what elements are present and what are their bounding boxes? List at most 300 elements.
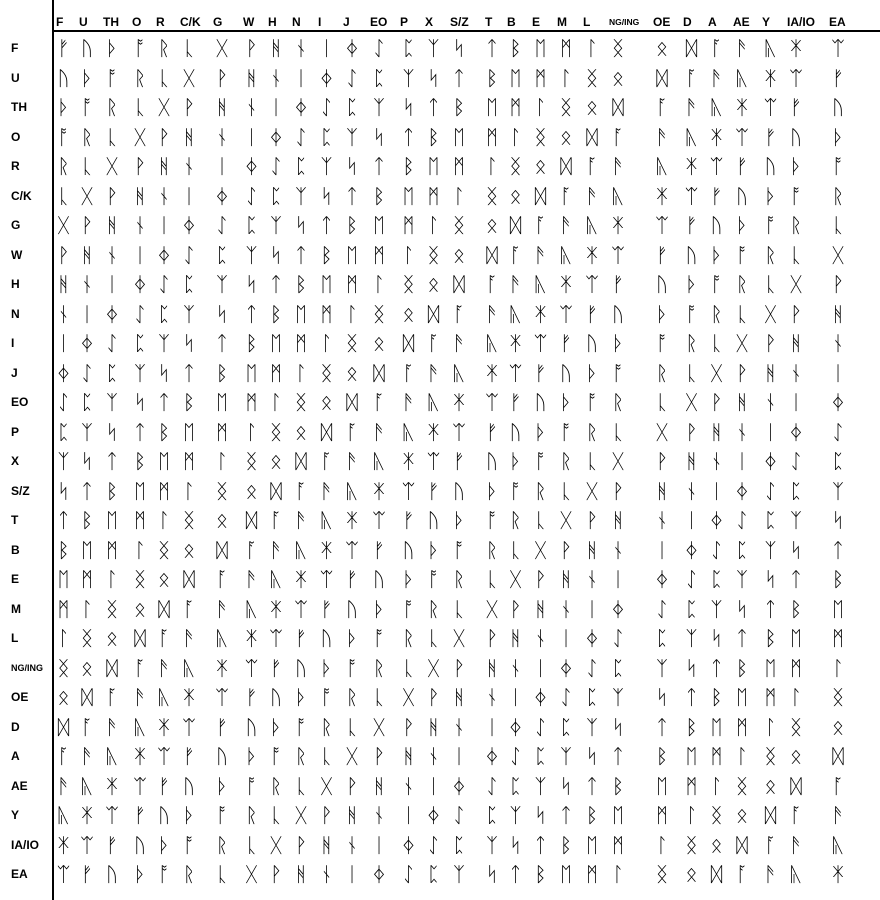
rune-cell: ᛠ: [295, 596, 307, 621]
rune-cell: ᚪ: [453, 301, 465, 326]
rune-cell: ᛄ: [245, 154, 258, 178]
rune-cell: ᛡ: [270, 596, 282, 621]
rune-cell: ᛏ: [685, 685, 698, 709]
rune-cell: ᚩ: [106, 65, 118, 90]
rune-cell: ᚷ: [295, 803, 307, 827]
rune-cell: ᛈ: [509, 773, 522, 798]
rune-cell: ᚢ: [295, 655, 307, 680]
row-header: NG/ING: [11, 662, 44, 673]
rune-cell: ᛚ: [158, 508, 170, 532]
rune-cell: ᛁ: [216, 154, 228, 178]
rune-cell: ᚱ: [509, 508, 522, 532]
rune-cell: ᚣ: [245, 596, 258, 621]
rune-cell: ᚪ: [736, 862, 748, 886]
rune-cell: ᛚ: [216, 449, 228, 473]
rune-cell: ᛟ: [560, 124, 572, 149]
rune-cell: ᛁ: [402, 803, 415, 827]
rune-cell: ᚣ: [270, 567, 282, 591]
rune-cell: ᛚ: [656, 832, 668, 857]
rune-cell: ᚦ: [57, 95, 70, 119]
rune-cell: ᛞ: [81, 685, 93, 709]
rune-cell: ᛠ: [486, 390, 498, 414]
rune-cell: ᛈ: [685, 596, 698, 621]
rune-cell: ᚹ: [453, 655, 465, 680]
rune-cell: ᛁ: [586, 596, 598, 621]
rune-cell: ᚳ: [486, 567, 498, 591]
rune-cell: ᚣ: [453, 360, 465, 385]
rune-cell: ᚳ: [81, 154, 93, 178]
rune-cell: ᚳ: [134, 95, 146, 119]
rune-cell: ᛈ: [560, 714, 572, 739]
rune-cell: ᚾ: [295, 36, 307, 60]
rune-cell: ᛁ: [710, 478, 723, 503]
rune-cell: ᚪ: [534, 213, 547, 237]
rune-cell: ᛋ: [270, 242, 282, 267]
rune-cell: ᚳ: [612, 419, 624, 444]
rune-cell: ᛚ: [427, 213, 440, 237]
rune-cell: ᛄ: [534, 685, 547, 709]
rune-cell: ᛋ: [486, 862, 498, 886]
rune-cell: ᛟ: [158, 567, 170, 591]
rune-cell: ᚠ: [270, 655, 282, 680]
rune-cell: ᚫ: [560, 213, 572, 237]
rune-cell: ᛚ: [832, 655, 844, 680]
rune-cell: ᛇ: [685, 567, 698, 591]
rune-cell: ᛉ: [736, 567, 748, 591]
rune-cell: ᛖ: [560, 862, 572, 886]
rune-cell: ᚢ: [402, 537, 415, 562]
rune-cell: ᛟ: [656, 36, 668, 60]
rune-cell: ᛟ: [486, 213, 498, 237]
column-header: TH: [103, 15, 119, 29]
rune-cell: ᛟ: [373, 331, 385, 355]
rune-cell: ᛖ: [790, 626, 802, 650]
rune-cell: ᛝ: [320, 360, 333, 385]
rune-cell: ᚫ: [134, 685, 146, 709]
rune-cell: ᛄ: [346, 36, 358, 60]
rune-cell: ᚢ: [612, 301, 624, 326]
rune-cell: ᛋ: [790, 537, 802, 562]
rune-cell: ᚳ: [270, 803, 282, 827]
rune-cell: ᛖ: [158, 449, 170, 473]
rune-cell: ᛝ: [509, 154, 522, 178]
rune-cell: ᚹ: [57, 242, 70, 267]
rune-cell: ᚷ: [710, 360, 723, 385]
row-header: D: [11, 719, 20, 734]
rune-cell: ᛒ: [790, 596, 802, 621]
rune-cell: ᛝ: [427, 242, 440, 267]
rune-cell: ᚾ: [764, 390, 777, 414]
rune-cell: ᚩ: [509, 478, 522, 503]
rune-cell: ᛇ: [764, 478, 777, 503]
rune-cell: ᚠ: [736, 154, 748, 178]
rune-cell: ᚦ: [764, 183, 777, 208]
rune-cell: ᛡ: [453, 390, 465, 414]
rune-cell: ᚢ: [106, 862, 118, 886]
column-header: D: [683, 15, 692, 29]
rune-cell: ᚫ: [685, 95, 698, 119]
rune-cell: ᚾ: [183, 154, 195, 178]
rune-cell: ᛚ: [106, 567, 118, 591]
rune-cell: ᛏ: [453, 65, 465, 90]
rune-cell: ᛡ: [560, 272, 572, 296]
rune-cell: ᚱ: [134, 65, 146, 90]
rune-cell: ᛇ: [790, 449, 802, 473]
rune-cell: ᚻ: [346, 803, 358, 827]
rune-cell: ᚢ: [270, 685, 282, 709]
rune-cell: ᚹ: [402, 714, 415, 739]
rune-cell: ᚹ: [710, 390, 723, 414]
rune-cell: ᚢ: [486, 449, 498, 473]
column-header: C/K: [180, 15, 201, 29]
rune-cell: ᚦ: [560, 390, 572, 414]
rune-cell: ᛗ: [373, 242, 385, 267]
rune-cell: ᛚ: [134, 537, 146, 562]
column-header: W: [243, 15, 255, 29]
rune-cell: ᛋ: [158, 360, 170, 385]
rune-cell: ᛁ: [245, 124, 258, 149]
rune-cell: ᚫ: [612, 154, 624, 178]
rune-cell: ᚣ: [183, 655, 195, 680]
column-header: B: [507, 15, 516, 29]
rune-cell: ᚷ: [832, 242, 844, 267]
rune-cell: ᛗ: [586, 862, 598, 886]
rune-cell: ᚳ: [832, 213, 844, 237]
rune-cell: ᚳ: [736, 301, 748, 326]
rune-cell: ᛞ: [106, 655, 118, 680]
rune-cell: ᛁ: [320, 36, 333, 60]
rune-cell: ᚪ: [656, 95, 668, 119]
rune-cell: ᛟ: [320, 390, 333, 414]
rune-cell: ᛝ: [245, 449, 258, 473]
rune-cell: ᛠ: [612, 242, 624, 267]
rune-cell: ᚾ: [832, 331, 844, 355]
row-header: AE: [11, 778, 28, 793]
rune-cell: ᛈ: [736, 537, 748, 562]
rune-cell: ᚹ: [612, 478, 624, 503]
rune-cell: ᛈ: [134, 331, 146, 355]
rune-cell: ᛖ: [373, 213, 385, 237]
rune-cell: ᛟ: [57, 685, 70, 709]
rune-cell: ᚷ: [736, 331, 748, 355]
rune-cell: ᛗ: [685, 773, 698, 798]
rune-cell: ᛡ: [402, 449, 415, 473]
rune-cell: ᛞ: [134, 626, 146, 650]
rune-cell: ᛏ: [346, 183, 358, 208]
rune-cell: ᚷ: [764, 301, 777, 326]
rune-cell: ᛄ: [216, 183, 228, 208]
rune-cell: ᛇ: [560, 685, 572, 709]
rune-cell: ᛡ: [486, 360, 498, 385]
rune-cell: ᛋ: [427, 65, 440, 90]
rune-cell: ᛈ: [57, 419, 70, 444]
rune-cell: ᛡ: [134, 744, 146, 768]
rune-cell: ᛄ: [453, 773, 465, 798]
rune-cell: ᛒ: [106, 478, 118, 503]
rune-cell: ᛝ: [612, 36, 624, 60]
rune-cell: ᛗ: [106, 537, 118, 562]
rune-cell: ᛉ: [216, 272, 228, 296]
rune-cell: ᛠ: [81, 832, 93, 857]
rune-cell: ᚦ: [216, 773, 228, 798]
row-header: I: [11, 336, 15, 350]
rune-cell: ᚦ: [134, 862, 146, 886]
rune-cell: ᛖ: [832, 596, 844, 621]
rune-cell: ᛞ: [427, 301, 440, 326]
rune-cell: ᚪ: [710, 36, 723, 60]
rune-cell: ᛚ: [509, 124, 522, 149]
rune-cell: ᛝ: [764, 744, 777, 768]
rune-cell: ᚣ: [736, 65, 748, 90]
rune-cell: ᛄ: [402, 832, 415, 857]
rune-cell: ᛖ: [270, 331, 282, 355]
rune-cell: ᛋ: [612, 714, 624, 739]
rune-cell: ᛈ: [346, 95, 358, 119]
rune-cell: ᛒ: [509, 36, 522, 60]
rune-cell: ᛁ: [427, 773, 440, 798]
rune-cell: ᚷ: [320, 773, 333, 798]
rune-cell: ᛏ: [764, 596, 777, 621]
rune-cell: ᚪ: [586, 154, 598, 178]
rune-cell: ᛉ: [509, 803, 522, 827]
rune-cell: ᛋ: [320, 183, 333, 208]
rune-cell: ᛡ: [534, 301, 547, 326]
rune-cell: ᛄ: [790, 419, 802, 444]
rune-cell: ᛗ: [57, 596, 70, 621]
rune-cell: ᚱ: [320, 714, 333, 739]
rune-cell: ᛏ: [790, 567, 802, 591]
rune-cell: ᛡ: [106, 773, 118, 798]
rune-cell: ᚢ: [57, 65, 70, 90]
rune-cell: ᚠ: [183, 744, 195, 768]
rune-cell: ᚦ: [685, 272, 698, 296]
rune-cell: ᛟ: [612, 65, 624, 90]
rune-cell: ᚷ: [106, 154, 118, 178]
rune-cell: ᛚ: [486, 154, 498, 178]
rune-cell: ᚱ: [453, 567, 465, 591]
rune-cell: ᚦ: [270, 714, 282, 739]
rune-cell: ᛋ: [509, 832, 522, 857]
rune-cell: ᚣ: [346, 478, 358, 503]
rune-cell: ᚻ: [560, 567, 572, 591]
rune-cell: ᛒ: [764, 626, 777, 650]
rune-cell: ᛠ: [106, 803, 118, 827]
rune-cell: ᚫ: [270, 537, 282, 562]
rune-cell: ᛡ: [710, 124, 723, 149]
rune-cell: ᛗ: [134, 508, 146, 532]
rune-cell: ᛒ: [534, 862, 547, 886]
rune-cell: ᛉ: [270, 213, 282, 237]
rune-cell: ᛇ: [534, 714, 547, 739]
rune-cell: ᛇ: [270, 154, 282, 178]
rune-cell: ᛇ: [346, 65, 358, 90]
rune-cell: ᛡ: [57, 832, 70, 857]
rune-cell: ᚳ: [656, 390, 668, 414]
rune-cell: ᚫ: [586, 183, 598, 208]
rune-cell: ᛇ: [586, 655, 598, 680]
rune-cell: ᛒ: [134, 449, 146, 473]
rune-cell: ᛒ: [710, 685, 723, 709]
rune-cell: ᚢ: [685, 242, 698, 267]
rune-cell: ᚩ: [183, 832, 195, 857]
rune-cell: ᛞ: [790, 773, 802, 798]
rune-cell: ᛁ: [346, 862, 358, 886]
rune-cell: ᛖ: [402, 183, 415, 208]
column-header: J: [343, 15, 350, 29]
rune-cell: ᛏ: [612, 744, 624, 768]
rune-cell: ᛖ: [736, 685, 748, 709]
row-header: H: [11, 277, 20, 291]
rune-cell: ᛉ: [245, 242, 258, 267]
rune-cell: ᛒ: [346, 213, 358, 237]
rune-cell: ᛝ: [486, 183, 498, 208]
rune-cell: ᛠ: [427, 449, 440, 473]
rune-cell: ᛋ: [346, 154, 358, 178]
rune-cell: ᛈ: [586, 685, 598, 709]
rune-cell: ᛟ: [216, 508, 228, 532]
rune-cell: ᛉ: [832, 478, 844, 503]
rune-cell: ᚢ: [509, 419, 522, 444]
rune-cell: ᚦ: [320, 655, 333, 680]
rune-cell: ᚹ: [320, 803, 333, 827]
rune-cell: ᛡ: [373, 478, 385, 503]
rune-cell: ᚷ: [216, 36, 228, 60]
rune-cell: ᚾ: [57, 301, 70, 326]
rune-cell: ᛇ: [736, 508, 748, 532]
row-header: J: [11, 365, 18, 380]
rune-cell: ᚠ: [560, 331, 572, 355]
rune-cell: ᛈ: [270, 183, 282, 208]
rune-cell: ᛁ: [790, 390, 802, 414]
rune-cell: ᚣ: [81, 773, 93, 798]
rune-cell: ᛖ: [612, 803, 624, 827]
rune-cell: ᛉ: [764, 537, 777, 562]
rune-cell: ᚻ: [216, 95, 228, 119]
rune-cell: ᛒ: [685, 714, 698, 739]
rune-cell: ᚻ: [158, 154, 170, 178]
rune-cell: ᚳ: [534, 508, 547, 532]
rune-cell: ᛞ: [656, 65, 668, 90]
rune-cell: ᚦ: [183, 803, 195, 827]
rune-cell: ᚣ: [320, 508, 333, 532]
rune-cell: ᛄ: [373, 862, 385, 886]
rune-cell: ᚱ: [685, 331, 698, 355]
column-header: G: [213, 15, 223, 29]
rune-cell: ᛋ: [656, 685, 668, 709]
rune-cell: ᛝ: [402, 272, 415, 296]
rune-cell: ᛠ: [320, 567, 333, 591]
rune-cell: ᚪ: [486, 272, 498, 296]
rune-cell: ᛁ: [158, 213, 170, 237]
rune-cell: ᛞ: [586, 124, 598, 149]
rune-cell: ᛡ: [656, 183, 668, 208]
rune-cell: ᚦ: [656, 301, 668, 326]
rune-cell: ᚪ: [57, 744, 70, 768]
rune-cell: ᚢ: [158, 803, 170, 827]
rune-cell: ᚹ: [183, 95, 195, 119]
rune-cell: ᛖ: [295, 301, 307, 326]
rune-cell: ᛟ: [346, 360, 358, 385]
rune-cell: ᛚ: [373, 272, 385, 296]
rune-cell: ᚻ: [764, 360, 777, 385]
rune-cell: ᚷ: [134, 124, 146, 149]
rune-cell: ᚠ: [710, 183, 723, 208]
rune-cell: ᛁ: [295, 65, 307, 90]
rune-cell: ᛠ: [402, 478, 415, 503]
rune-cell: ᛡ: [832, 862, 844, 886]
rune-cell: ᚠ: [158, 773, 170, 798]
rune-cell: ᛠ: [736, 124, 748, 149]
rune-cell: ᛇ: [320, 95, 333, 119]
rune-cell: ᛞ: [764, 803, 777, 827]
row-header: T: [11, 513, 19, 527]
rune-cell: ᚱ: [158, 36, 170, 60]
rune-cell: ᛞ: [832, 744, 844, 768]
rune-cell: ᛇ: [453, 803, 465, 827]
rune-cell: ᛠ: [534, 331, 547, 355]
rune-cell: ᛈ: [183, 272, 195, 296]
rune-cell: ᚻ: [453, 685, 465, 709]
rune-cell: ᛇ: [832, 419, 844, 444]
rune-cell: ᚾ: [402, 773, 415, 798]
rune-cell: ᛖ: [764, 655, 777, 680]
rune-cell: ᚣ: [216, 626, 228, 650]
rune-cell: ᛝ: [736, 773, 748, 798]
rune-cell: ᚠ: [106, 832, 118, 857]
rune-cell: ᚣ: [685, 124, 698, 149]
rune-cell: ᚳ: [216, 862, 228, 886]
column-header: R: [156, 15, 165, 29]
rune-cell: ᛡ: [81, 803, 93, 827]
rune-cell: ᛖ: [509, 65, 522, 90]
rune-cell: ᚱ: [245, 803, 258, 827]
rune-cell: ᛗ: [402, 213, 415, 237]
rune-cell: ᛄ: [612, 596, 624, 621]
rune-cell: ᚣ: [710, 95, 723, 119]
rune-cell: ᚹ: [534, 567, 547, 591]
rune-cell: ᛗ: [509, 95, 522, 119]
rune-cell: ᚳ: [295, 773, 307, 798]
rune-cell: ᛗ: [486, 124, 498, 149]
column-header: P: [400, 15, 409, 29]
rune-cell: ᚩ: [656, 331, 668, 355]
rune-cell: ᛉ: [106, 390, 118, 414]
rune-cell: ᚩ: [453, 537, 465, 562]
rune-cell: ᛝ: [270, 419, 282, 444]
column-header: M: [557, 15, 567, 29]
rune-cell: ᚳ: [346, 714, 358, 739]
rune-cell: ᛚ: [560, 65, 572, 90]
rune-cell: ᚹ: [106, 183, 118, 208]
row-header: M: [11, 601, 21, 616]
rune-cell: ᚷ: [509, 567, 522, 591]
rune-cell: ᛄ: [134, 272, 146, 296]
rune-cell: ᛉ: [710, 596, 723, 621]
rune-cell: ᚠ: [320, 596, 333, 621]
rune-cell: ᚾ: [685, 478, 698, 503]
rune-cell: ᛒ: [183, 390, 195, 414]
rune-cell: ᚪ: [612, 124, 624, 149]
row-header: N: [11, 306, 20, 321]
rune-cell: ᚹ: [736, 360, 748, 385]
rune-cell: ᛠ: [509, 360, 522, 385]
rune-cell: ᚩ: [320, 685, 333, 709]
rune-cell: ᛖ: [106, 508, 118, 532]
rune-cell: ᛈ: [612, 655, 624, 680]
rune-cell: ᚾ: [586, 567, 598, 591]
rune-cell: ᚹ: [685, 419, 698, 444]
rune-cell: ᚱ: [402, 626, 415, 650]
